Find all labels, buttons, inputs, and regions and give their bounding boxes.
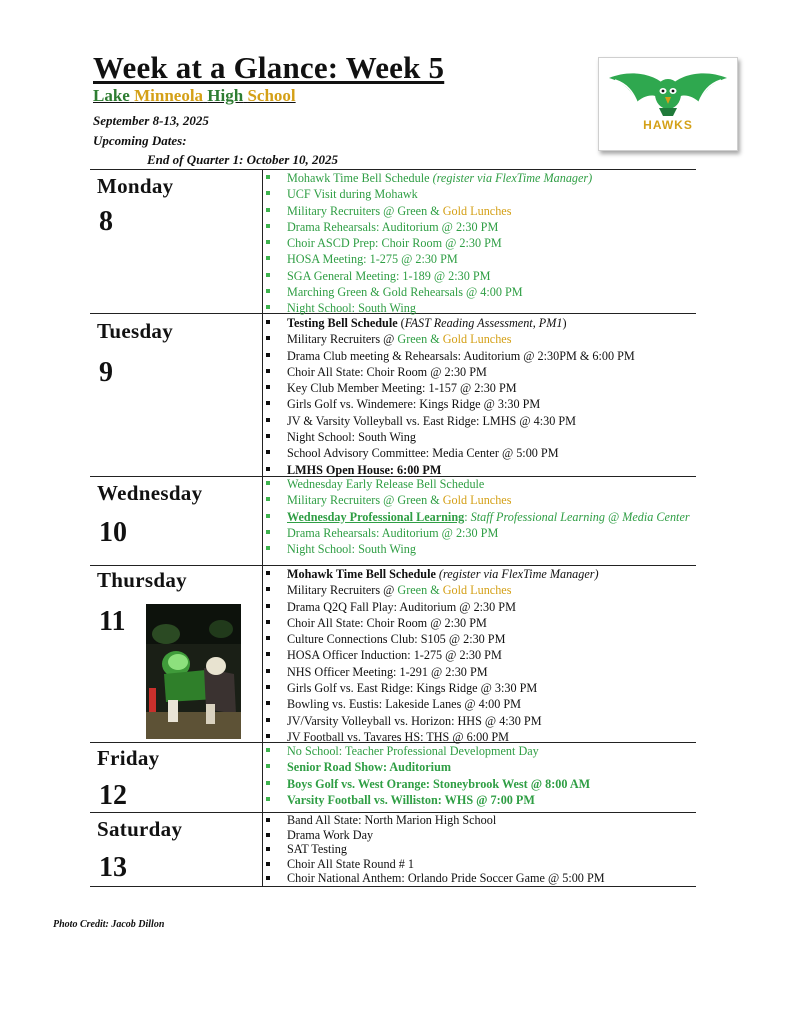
list-item: Drama Club meeting & Rehearsals: Auditorium @ 2:30PM & 6:00 PM — [265, 348, 695, 364]
list-item: Drama Q2Q Fall Play: Auditorium @ 2:30 PM — [265, 599, 695, 615]
list-item: UCF Visit during Mohawk — [265, 186, 695, 202]
list-item: Night School: South Wing — [265, 541, 695, 557]
photo-credit: Photo Credit: Jacob Dillon — [53, 919, 165, 930]
list-item: Choir National Anthem: Orlando Pride Soccer Game @ 5:00 PM — [265, 871, 695, 886]
column-divider — [262, 169, 263, 887]
list-item: Military Recruiters @ Green & Gold Lunches — [265, 492, 695, 508]
list-item: HOSA Officer Induction: 1-275 @ 2:30 PM — [265, 647, 695, 663]
day-name-thursday: Thursday — [97, 568, 187, 592]
day-number-saturday: 13 — [99, 852, 127, 883]
hawks-logo — [598, 57, 738, 151]
table-bottom-border — [90, 886, 696, 887]
list-item: Military Recruiters @ Green & Gold Lunches — [265, 582, 695, 598]
friday-events — [265, 743, 695, 808]
list-item: Night School: South Wing — [265, 300, 695, 316]
school-word-high: High — [207, 86, 244, 105]
list-item: Drama Work Day — [265, 828, 695, 843]
list-item: Key Club Member Meeting: 1-157 @ 2:30 PM — [265, 380, 695, 396]
day-name-tuesday: Tuesday — [97, 319, 174, 343]
list-item: Choir All State Round # 1 — [265, 857, 695, 872]
day-name-wednesday: Wednesday — [97, 481, 203, 505]
list-item: JV Football vs. Tavares HS: THS @ 6:00 PM — [265, 729, 695, 745]
day-number-thursday: 11 — [99, 606, 126, 637]
school-word-minneola: Minneola — [134, 86, 204, 105]
week-dates: September 8-13, 2025 — [93, 113, 209, 128]
day-number-wednesday: 10 — [99, 517, 127, 548]
school-name — [93, 86, 296, 106]
list-item: SGA General Meeting: 1-189 @ 2:30 PM — [265, 268, 695, 284]
list-item: Night School: South Wing — [265, 429, 695, 445]
list-item: Marching Green & Gold Rehearsals @ 4:00 PM — [265, 284, 695, 300]
list-item: LMHS Open House: 6:00 PM — [265, 462, 695, 478]
list-item: HOSA Meeting: 1-275 @ 2:30 PM — [265, 251, 695, 267]
day-number-friday: 12 — [99, 780, 127, 811]
list-item: Mohawk Time Bell Schedule (register via FlexTime Manager) — [265, 170, 695, 186]
tuesday-events — [265, 315, 695, 478]
monday-events — [265, 170, 695, 317]
list-item: Wednesday Early Release Bell Schedule — [265, 476, 695, 492]
day-name-monday: Monday — [97, 174, 174, 198]
list-item: Band All State: North Marion High School — [265, 813, 695, 828]
thursday-events — [265, 566, 695, 745]
day-name-friday: Friday — [97, 746, 160, 770]
list-item: Culture Connections Club: S105 @ 2:30 PM — [265, 631, 695, 647]
list-item: Military Recruiters @ Green & Gold Lunches — [265, 203, 695, 219]
day-number-monday: 8 — [99, 206, 113, 237]
wednesday-events — [265, 476, 695, 558]
list-item: Military Recruiters @ Green & Gold Lunches — [265, 331, 695, 347]
school-word-lake: Lake — [93, 86, 130, 105]
day-number-tuesday: 9 — [99, 357, 113, 388]
school-word-school: School — [247, 86, 296, 105]
list-item: Testing Bell Schedule (FAST Reading Assessment, PM1) — [265, 315, 695, 331]
quarter-end-date: End of Quarter 1: October 10, 2025 — [147, 152, 339, 167]
list-item: Drama Rehearsals: Auditorium @ 2:30 PM — [265, 525, 695, 541]
day-name-saturday: Saturday — [97, 817, 183, 841]
list-item: Varsity Football vs. Williston: WHS @ 7:00 PM — [265, 792, 695, 808]
list-item: Choir ASCD Prep: Choir Room @ 2:30 PM — [265, 235, 695, 251]
list-item: Mohawk Time Bell Schedule (register via FlexTime Manager) — [265, 566, 695, 582]
list-item: Bowling vs. Eustis: Lakeside Lanes @ 4:00 PM — [265, 696, 695, 712]
list-item: JV/Varsity Volleyball vs. Horizon: HHS @ 4:30 PM — [265, 713, 695, 729]
list-item: JV & Varsity Volleyball vs. East Ridge: LMHS @ 4:30 PM — [265, 413, 695, 429]
list-item: Wednesday Professional Learning: Staff Professional Learning @ Media Center — [265, 509, 695, 526]
page-title: Week at a Glance: Week 5 — [93, 50, 445, 85]
list-item: Girls Golf vs. East Ridge: Kings Ridge @ 3:30 PM — [265, 680, 695, 696]
list-item: Choir All State: Choir Room @ 2:30 PM — [265, 364, 695, 380]
upcoming-dates-label: Upcoming Dates: — [93, 133, 187, 148]
list-item: Drama Rehearsals: Auditorium @ 2:30 PM — [265, 219, 695, 235]
saturday-events — [265, 813, 695, 886]
list-item: Senior Road Show: Auditorium — [265, 759, 695, 775]
list-item: SAT Testing — [265, 842, 695, 857]
logo-text: HAWKS — [643, 118, 693, 132]
list-item: No School: Teacher Professional Development Day — [265, 743, 695, 759]
list-item: Girls Golf vs. Windemere: Kings Ridge @ 3:30 PM — [265, 396, 695, 412]
list-item: Choir All State: Choir Room @ 2:30 PM — [265, 615, 695, 631]
list-item: NHS Officer Meeting: 1-291 @ 2:30 PM — [265, 664, 695, 680]
list-item: Boys Golf vs. West Orange: Stoneybrook West @ 8:00 AM — [265, 776, 695, 792]
list-item: School Advisory Committee: Media Center @ 5:00 PM — [265, 445, 695, 461]
football-photo — [146, 604, 241, 739]
hawk-mascot-icon — [599, 58, 737, 150]
